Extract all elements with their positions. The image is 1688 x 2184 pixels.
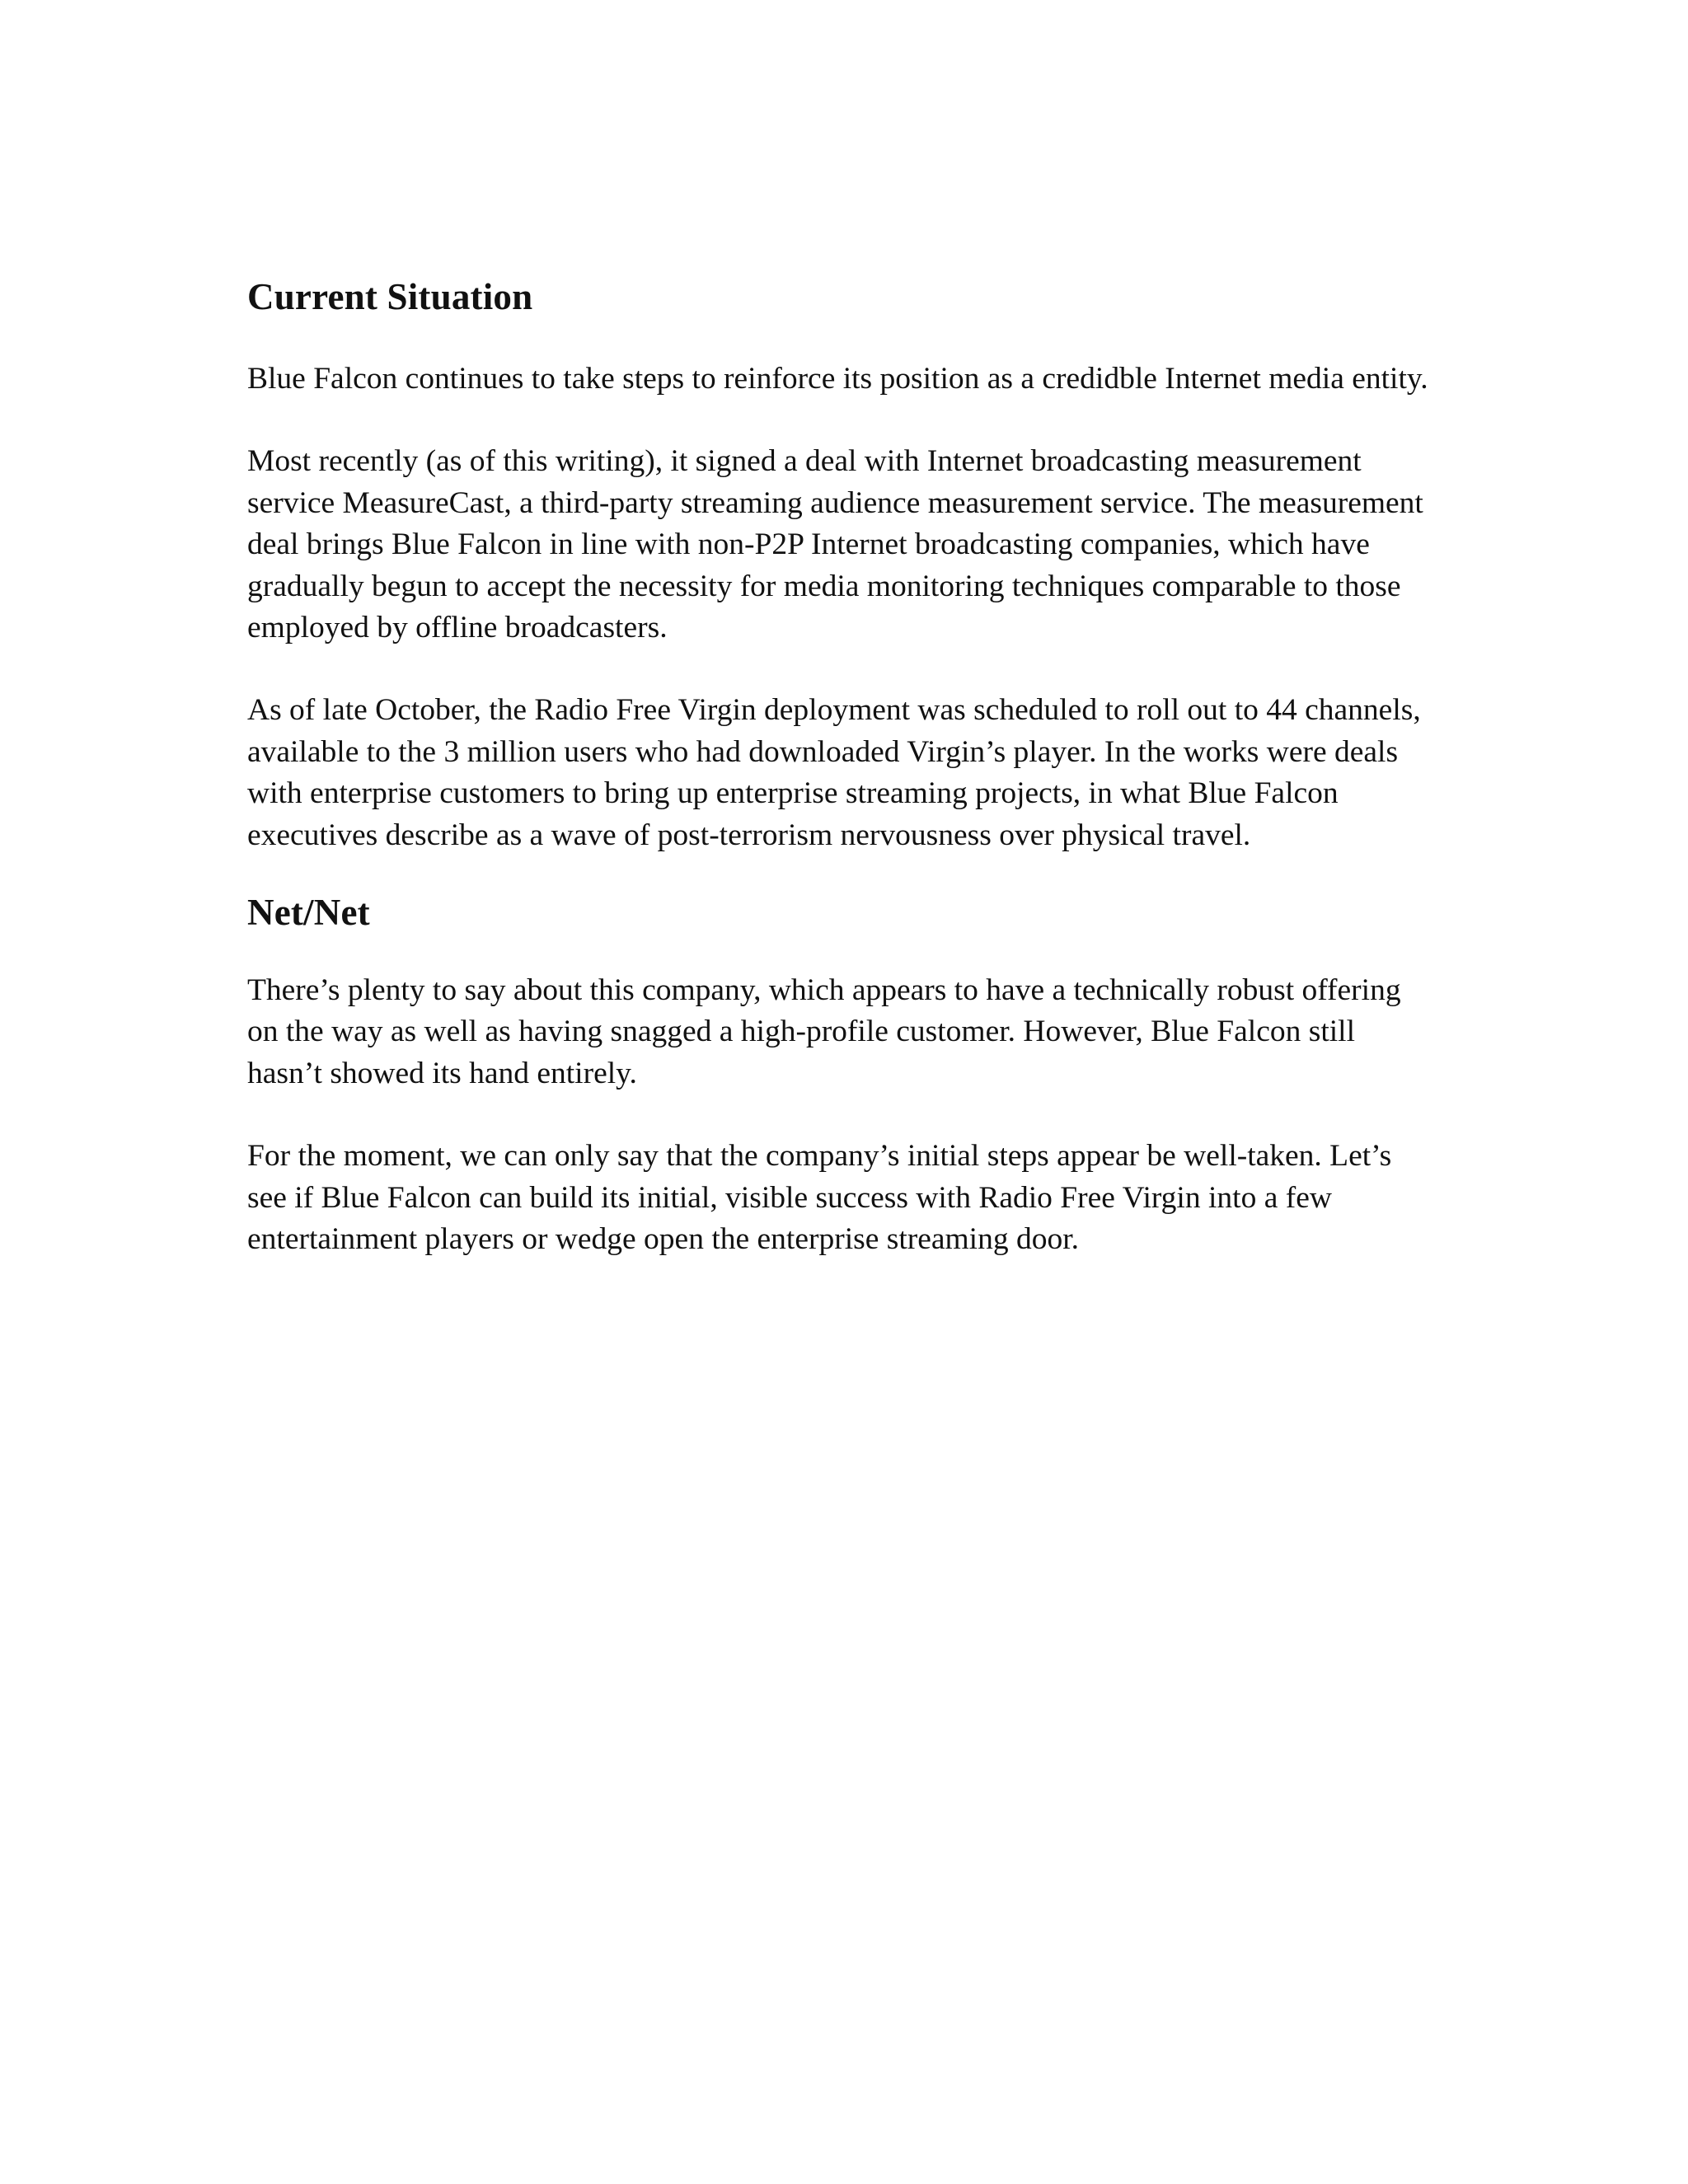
section-heading-current-situation: Current Situation [247, 276, 533, 317]
text-line: Blue Falcon continues to take steps to reinforce its position as a credidble Internet media entity. [247, 362, 1428, 396]
text-line: with enterprise customers to bring up enterprise streaming projects, in what Blue Falcon [247, 776, 1339, 811]
text-line: available to the 3 million users who had downloaded Virgin’s player. In the works were deals [247, 734, 1399, 769]
text-line: hasn’t showed its hand entirely. [247, 1056, 637, 1090]
text-line: employed by offline broadcasters. [247, 611, 668, 645]
paragraph [247, 441, 1451, 649]
text-line: executives describe as a wave of post-terrorism nervousness over physical travel. [247, 818, 1251, 852]
text-line: entertainment players or wedge open the enterprise streaming door. [247, 1222, 1080, 1257]
text-line: deal brings Blue Falcon in line with non-P2P Internet broadcasting companies, which have [247, 527, 1370, 562]
text-line: There’s plenty to say about this company, which appears to have a technically robust offering [247, 973, 1401, 1008]
paragraph [247, 970, 1451, 1094]
section-heading-net-net: Net/Net [247, 892, 370, 934]
text-line: As of late October, the Radio Free Virgin deployment was scheduled to roll out to 44 channels, [247, 693, 1421, 728]
text-line: gradually begun to accept the necessity for media monitoring techniques comparable to those [247, 569, 1401, 603]
paragraph [247, 1136, 1451, 1260]
text-line: For the moment, we can only say that the company’s initial steps appear be well-taken. Let’s [247, 1139, 1392, 1174]
text-line: on the way as well as having snagged a high-profile customer. However, Blue Falcon still [247, 1015, 1356, 1049]
document-page [247, 272, 1451, 1261]
paragraph [247, 690, 1451, 856]
text-line: see if Blue Falcon can build its initial, visible success with Radio Free Virgin into a few [247, 1180, 1332, 1215]
paragraph [247, 359, 1451, 400]
text-line: service MeasureCast, a third-party streaming audience measurement service. The measurement [247, 485, 1423, 520]
text-line: Most recently (as of this writing), it signed a deal with Internet broadcasting measurement [247, 444, 1362, 479]
